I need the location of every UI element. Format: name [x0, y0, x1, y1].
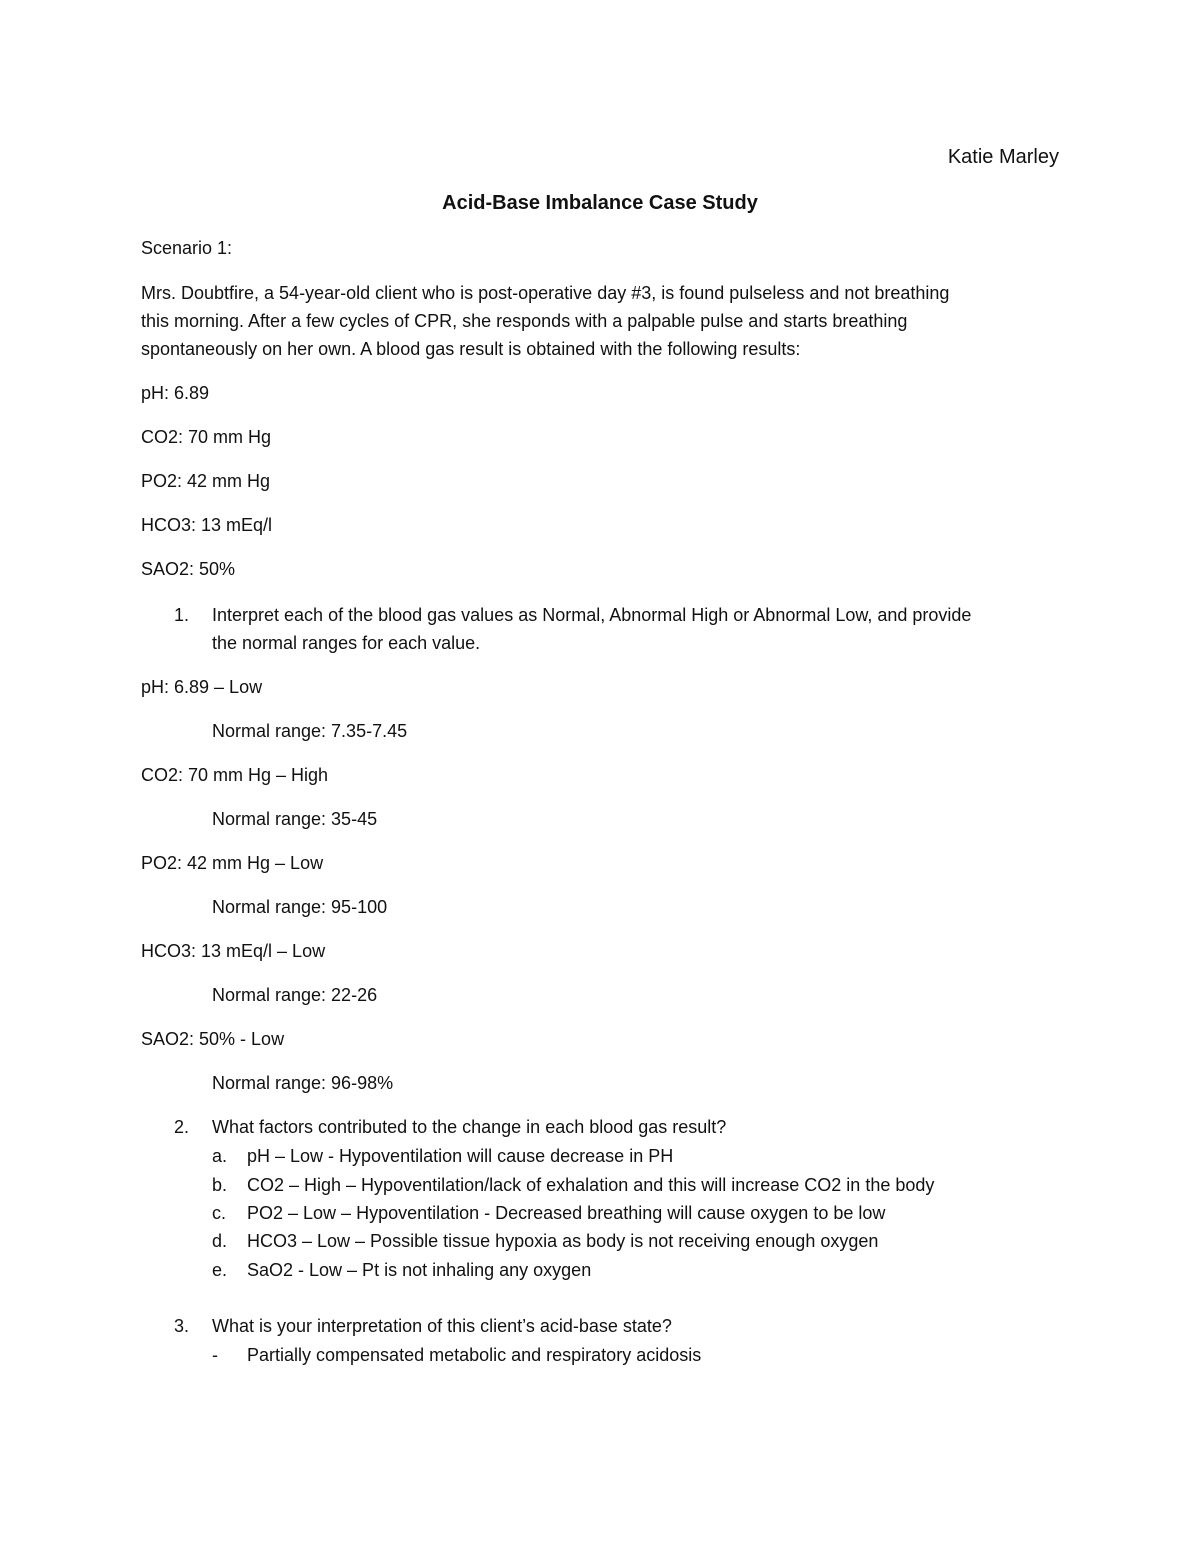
question-1-text: the normal ranges for each value. — [212, 633, 481, 653]
normal-range-ph: Normal range: 7.35-7.45 — [212, 721, 408, 741]
result-hco3: HCO3: 13 mEq/l — [141, 515, 273, 535]
normal-range-hco3: Normal range: 22-26 — [212, 985, 378, 1005]
scenario-text-line: Mrs. Doubtfire, a 54-year-old client who is post-operative day #3, is found pulseless and not breathing — [141, 283, 950, 303]
result-co2: CO2: 70 mm Hg — [141, 427, 272, 447]
question-3-text: What is your interpretation of this client’s acid-base state? — [212, 1316, 672, 1336]
question-1-number: 1. — [174, 605, 190, 625]
list-item: PO2 – Low – Hypoventilation - Decreased breathing will cause oxygen to be low — [247, 1203, 886, 1223]
question-2-text: What factors contributed to the change in each blood gas result? — [212, 1117, 727, 1137]
list-item-marker: b. — [212, 1175, 228, 1195]
list-item-marker: e. — [212, 1260, 228, 1280]
document-title: Acid-Base Imbalance Case Study — [442, 192, 758, 214]
normal-range-sao2: Normal range: 96-98% — [212, 1073, 394, 1093]
result-po2: PO2: 42 mm Hg — [141, 471, 271, 491]
interpretation-hco3: HCO3: 13 mEq/l – Low — [141, 941, 326, 961]
list-item: HCO3 – Low – Possible tissue hypoxia as body is not receiving enough oxygen — [247, 1231, 879, 1251]
scenario-text-line: spontaneously on her own. A blood gas result is obtained with the following results: — [141, 339, 801, 359]
result-ph: pH: 6.89 — [141, 383, 210, 403]
interpretation-ph: pH: 6.89 – Low — [141, 677, 263, 697]
answer-marker: - — [212, 1345, 218, 1365]
normal-range-co2: Normal range: 35-45 — [212, 809, 378, 829]
question-3-number: 3. — [174, 1316, 190, 1336]
scenario-text-line: this morning. After a few cycles of CPR, she responds with a palpable pulse and starts breathing — [141, 311, 908, 331]
question-2-number: 2. — [174, 1117, 190, 1137]
interpretation-co2: CO2: 70 mm Hg – High — [141, 765, 329, 785]
list-item: SaO2 - Low – Pt is not inhaling any oxygen — [247, 1260, 592, 1280]
interpretation-po2: PO2: 42 mm Hg – Low — [141, 853, 324, 873]
list-item-marker: a. — [212, 1146, 228, 1166]
list-item: CO2 – High – Hypoventilation/lack of exhalation and this will increase CO2 in the body — [247, 1175, 935, 1195]
answer-text: Partially compensated metabolic and respiratory acidosis — [247, 1345, 702, 1365]
result-sao2: SAO2: 50% — [141, 559, 236, 579]
author-name: Katie Marley — [947, 146, 1059, 168]
normal-range-po2: Normal range: 95-100 — [212, 897, 388, 917]
list-item-marker: c. — [212, 1203, 227, 1223]
question-1-text: Interpret each of the blood gas values as Normal, Abnormal High or Abnormal Low, and provide — [212, 605, 972, 625]
scenario-label: Scenario 1: — [141, 238, 233, 258]
list-item-marker: d. — [212, 1231, 228, 1251]
list-item: pH – Low - Hypoventilation will cause decrease in PH — [247, 1146, 674, 1166]
interpretation-sao2: SAO2: 50% - Low — [141, 1029, 285, 1049]
